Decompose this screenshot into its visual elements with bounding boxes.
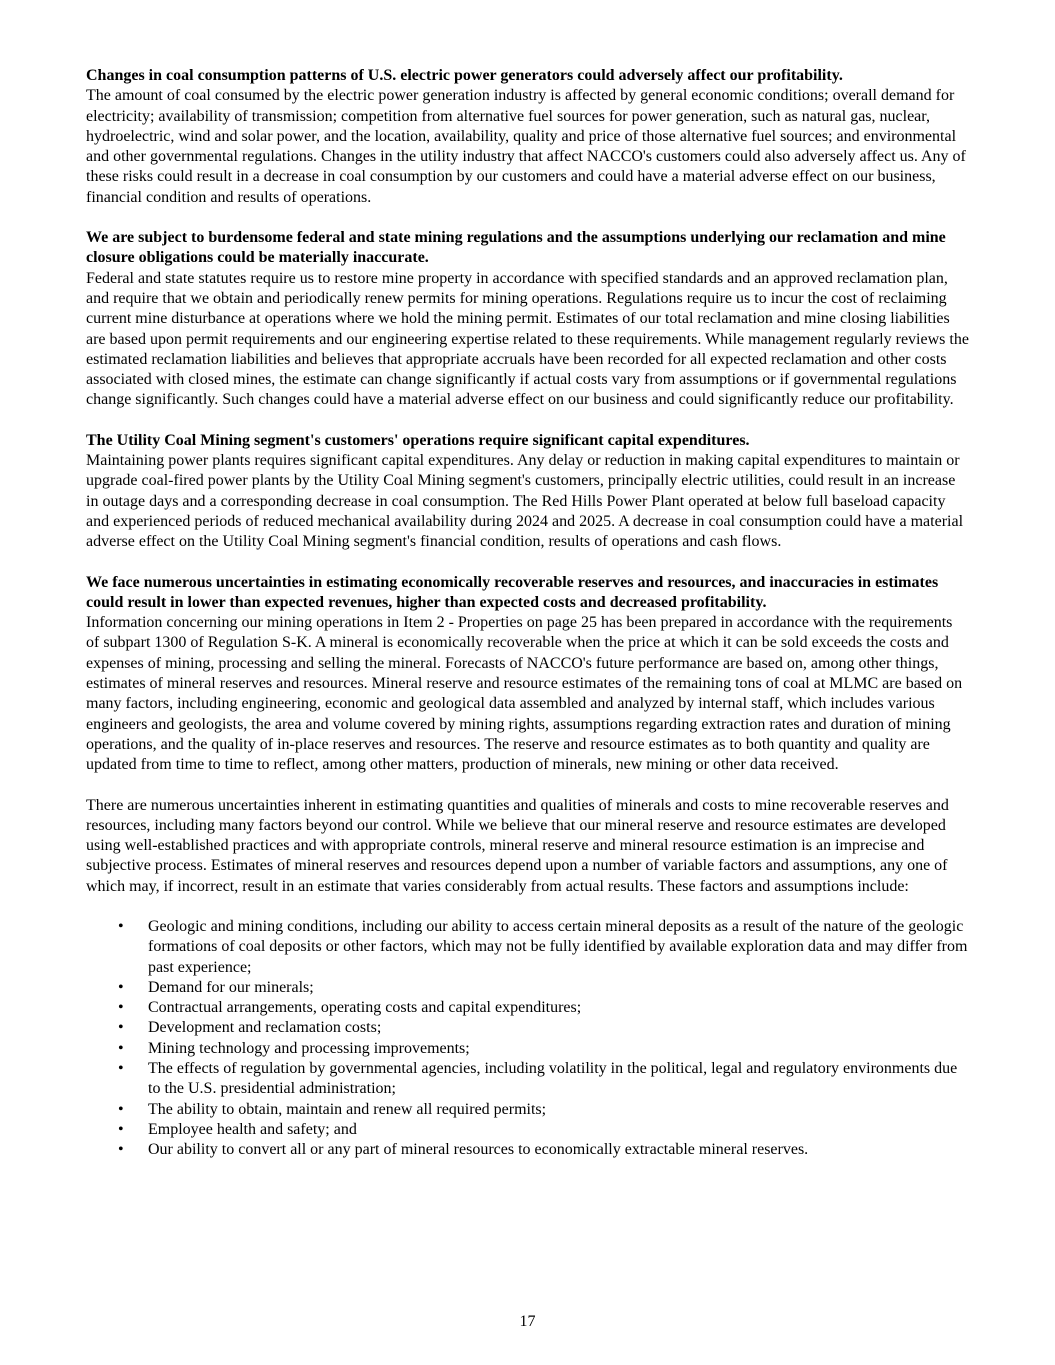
risk-section-capital-expenditures [86,431,969,553]
risk-heading: The Utility Coal Mining segment's customers' operations require significant capital expenditures. [86,431,750,449]
page-number: 17 [519,1313,536,1330]
bullet-text: The ability to obtain, maintain and renew all required permits; [148,1100,547,1118]
bullet-text: Geologic and mining conditions, including our ability to access certain mineral deposits as a result of the nature of the geologic formations of coal deposits or other factors, which may not be fully identified by available exploration data and may differ from past experience; [148,917,968,976]
risk-heading: We face numerous uncertainties in estimating economically recoverable reserves and resources, and inaccuracies in estimates could result in lower than expected revenues, higher than expected costs and decreased profitability. [86,573,939,611]
bullet-marker-icon: • [118,1100,124,1118]
bullet-item [86,1100,969,1120]
bullet-item [86,1120,969,1140]
bullet-marker-icon: • [118,1060,124,1078]
bullet-text: The effects of regulation by governmental agencies, including volatility in the political, legal and regulatory environments due to the U.S. presidential administration; [148,1060,958,1098]
document-content [86,66,969,1161]
risk-body: Federal and state statutes require us to restore mine property in accordance with specified standards and an approved reclamation plan, and require that we obtain and periodically renew permits for mining operations. Regulations require us to incur the cost of reclaiming current mine disturbance at operations where we hold the mining permit. Estimates of our total reclamation and mine closing liabilities are based upon permit requirements and our engineering expertise related to these requirements. While management regularly reviews the estimated reclamation liabilities and believes that appropriate accruals have been recorded for all expected reclamation and other costs associated with closed mines, the estimate can change significantly if actual costs vary from assumptions or if governmental regulations change significantly. Such changes could have a material adverse effect on our business and could significantly reduce our profitability. [86,269,969,409]
bullet-item [86,978,969,998]
risk-body: The amount of coal consumed by the electric power generation industry is affected by general economic conditions; overall demand for electricity; availability of transmission; competition from alternative fuel sources for power generation, such as natural gas, nuclear, hydroelectric, wind and solar power, and the location, availability, quality and price of those alternative fuel sources; and environmental and other governmental regulations. Changes in the utility industry that affect NACCO's customers could also adversely affect us. Any of these risks could result in a decrease in coal consumption by our customers and could have a material adverse effect on our business, financial condition and results of operations. [86,87,966,206]
uncertainties-paragraph: There are numerous uncertainties inherent in estimating quantities and qualities of minerals and costs to mine recoverable reserves and resources, including many factors beyond our control. While we believe that our mineral reserve and resource estimates are developed using well-established practices and with appropriate controls, mineral reserve and mineral resource estimation is an imprecise and subjective process. Estimates of mineral reserves and resources depend upon a number of variable factors and assumptions, any one of which may, if incorrect, result in an estimate that varies considerably from actual results. These factors and assumptions include: [86,796,949,895]
bullet-marker-icon: • [118,999,124,1017]
risk-body: Information concerning our mining operations in Item 2 - Properties on page 25 has been prepared in accordance with the requirements of subpart 1300 of Regulation S-K. A mineral is economically recoverable when the price at which it can be sold exceeds the costs and expenses of mining, processing and selling the mineral. Forecasts of NACCO's future performance are based on, among other things, estimates of mineral reserves and resources. Mineral reserve and resource estimates of the remaining tons of coal at MLMC are based on many factors, including engineering, economic and geological data assembled and analyzed by internal staff, which includes various engineers and geologists, the area and volume covered by mining rights, assumptions regarding extraction rates and duration of mining operations, and the quality of in-place reserves and resources. The reserve and resource estimates as to both quantity and quality are updated from time to time to reflect, among other matters, production of minerals, new mining or other data received. [86,614,963,774]
risk-section-mining-regulations [86,228,969,411]
bullet-marker-icon: • [118,1120,124,1138]
bullet-text: Our ability to convert all or any part of mineral resources to economically extractable mineral reserves. [148,1141,809,1159]
risk-section-reserve-estimates [86,573,969,776]
bullet-marker-icon: • [118,1039,124,1057]
bullet-item [86,1140,969,1160]
bullet-text: Demand for our minerals; [148,978,314,996]
bullet-item [86,998,969,1018]
bullet-marker-icon: • [118,978,124,996]
bullet-item [86,1039,969,1059]
bullet-list [86,917,969,1161]
risk-heading: Changes in coal consumption patterns of U.S. electric power generators could adversely affect our profitability. [86,67,843,84]
bullet-marker-icon: • [118,917,124,935]
bullet-text: Development and reclamation costs; [148,1019,382,1037]
bullet-item [86,1018,969,1038]
bullet-marker-icon: • [118,1019,124,1037]
bullet-item [86,1059,969,1100]
risk-section-coal-consumption [86,66,969,208]
risk-heading: We are subject to burdensome federal and state mining regulations and the assumptions underlying our reclamation and mine closure obligations could be materially inaccurate. [86,229,946,267]
bullet-item [86,917,969,978]
bullet-text: Employee health and safety; and [148,1120,357,1138]
bullet-marker-icon: • [118,1141,124,1159]
risk-body: Maintaining power plants requires significant capital expenditures. Any delay or reduction in making capital expenditures to maintain or upgrade coal-fired power plants by the Utility Coal Mining segment's customers, principally electric utilities, could result in an increase in outage days and a corresponding decrease in coal consumption. The Red Hills Power Plant operated at below full baseload capacity and experienced periods of reduced mechanical availability during 2024 and 2025. A decrease in coal consumption could have a material adverse effect on the Utility Coal Mining segment's financial condition, results of operations and cash flows. [86,452,964,551]
bullet-text: Contractual arrangements, operating costs and capital expenditures; [148,999,582,1017]
bullet-text: Mining technology and processing improvements; [148,1039,470,1057]
